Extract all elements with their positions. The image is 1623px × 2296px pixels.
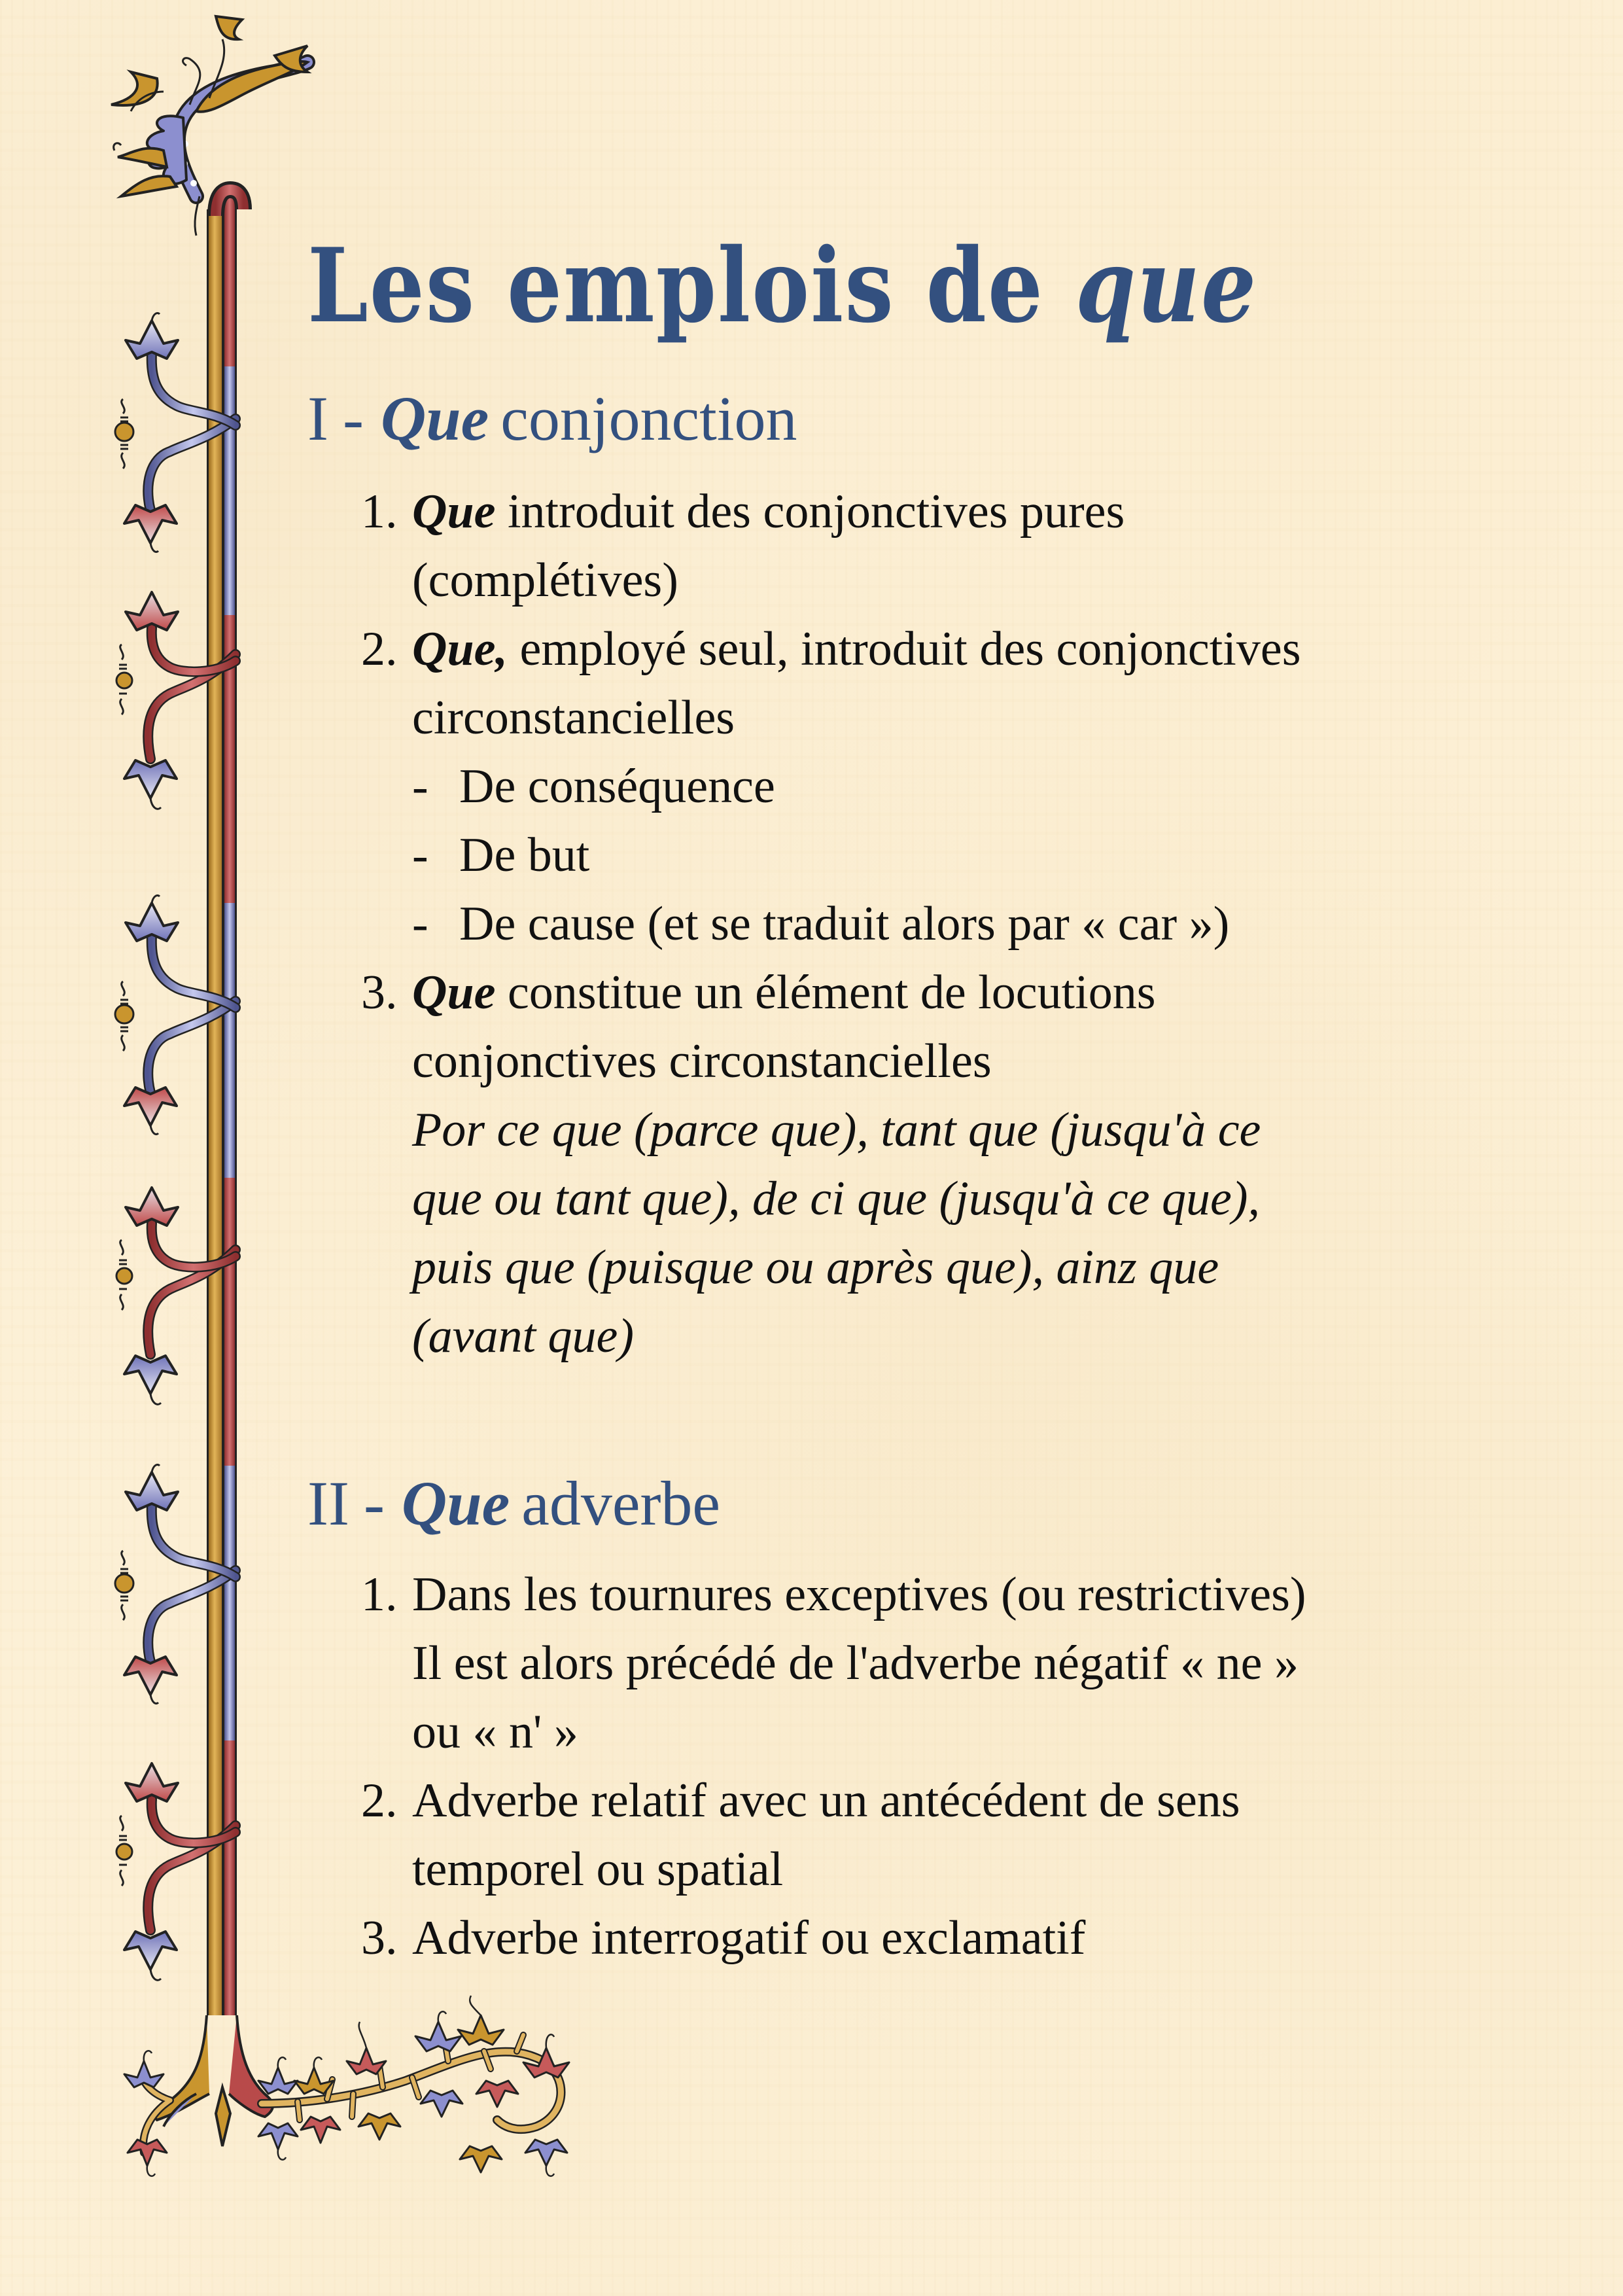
sub-list-item [412, 821, 589, 890]
list-item [361, 1561, 1552, 1767]
side-branch-5 [115, 1464, 236, 1703]
item-lead-italic: Que [412, 966, 496, 1019]
section-heading [307, 383, 797, 453]
list-item [361, 959, 1552, 1371]
section-heading [307, 1468, 721, 1538]
item-continuation: ou « n' » [412, 1705, 578, 1759]
list-marker: 3. [361, 1911, 398, 1965]
list-marker: 3. [361, 966, 398, 1019]
side-branch-2 [116, 592, 236, 809]
side-branch-4 [116, 1188, 236, 1404]
page-title [307, 226, 1258, 346]
example-line: puis que (puisque ou après que), ainz que [412, 1241, 1219, 1294]
section-dash: - [363, 1468, 385, 1538]
item-text: Adverbe interrogatif ou exclamatif [412, 1911, 1086, 1965]
section-dash: - [342, 383, 364, 453]
list-marker: 2. [361, 1774, 398, 1828]
example-line: Por ce que (parce que), tant que (jusqu'à ce [412, 1103, 1261, 1157]
list-marker: 1. [361, 1568, 398, 1621]
page-title-main: Les emplois de [307, 226, 1075, 346]
item-text: constitue un élément de locutions [495, 966, 1156, 1019]
section-que: Que [401, 1468, 510, 1538]
item-continuation: conjonctives circonstancielles [412, 1034, 992, 1088]
list-item [361, 1904, 1552, 1973]
item-text: introduit des conjonctives pures [495, 485, 1125, 539]
sub-item-text: De conséquence [459, 760, 775, 813]
item-text: Adverbe relatif avec un antécédent de sens [412, 1774, 1240, 1828]
sub-list-item [412, 752, 775, 821]
side-branch-1 [115, 313, 236, 552]
item-continuation: (complétives) [412, 554, 678, 607]
sub-item-text: De but [459, 828, 590, 882]
item-continuation: circonstancielles [412, 691, 735, 745]
dash-bullet: - [412, 828, 428, 882]
sub-item-text: De cause (et se traduit alors par « car ») [459, 897, 1230, 951]
item-lead-italic: Que [412, 485, 496, 539]
acanthus-flourish-icon [111, 16, 307, 236]
example-line: que ou tant que), de ci que (jusqu'à ce que), [412, 1172, 1261, 1226]
item-continuation: temporel ou spatial [412, 1843, 784, 1896]
ivy-vine-spray-icon [124, 1996, 569, 2176]
section-numeral: I [307, 383, 328, 453]
list-item [361, 478, 1552, 615]
page-title-italic: que [1075, 226, 1258, 346]
list-item [361, 1767, 1552, 1904]
dash-bullet: - [412, 760, 428, 813]
section-label: adverbe [521, 1468, 721, 1538]
item-text: Dans les tournures exceptives (ou restrictives) [412, 1568, 1306, 1621]
item-continuation: Il est alors précédé de l'adverbe négatif « ne » [412, 1636, 1299, 1690]
side-branch-3 [115, 895, 236, 1134]
dash-bullet: - [412, 897, 428, 951]
section-numeral: II [307, 1468, 349, 1538]
sub-list-item [412, 890, 1229, 959]
section-label: conjonction [500, 383, 797, 453]
section-que: Que [380, 383, 489, 453]
list-marker: 2. [361, 622, 398, 676]
item-text: employé seul, introduit des conjonctives [507, 622, 1301, 676]
list-marker: 1. [361, 485, 398, 539]
example-line: (avant que) [412, 1309, 635, 1363]
item-lead-italic: Que, [412, 622, 508, 676]
side-branch-6 [116, 1763, 236, 1980]
list-item [361, 615, 1552, 752]
